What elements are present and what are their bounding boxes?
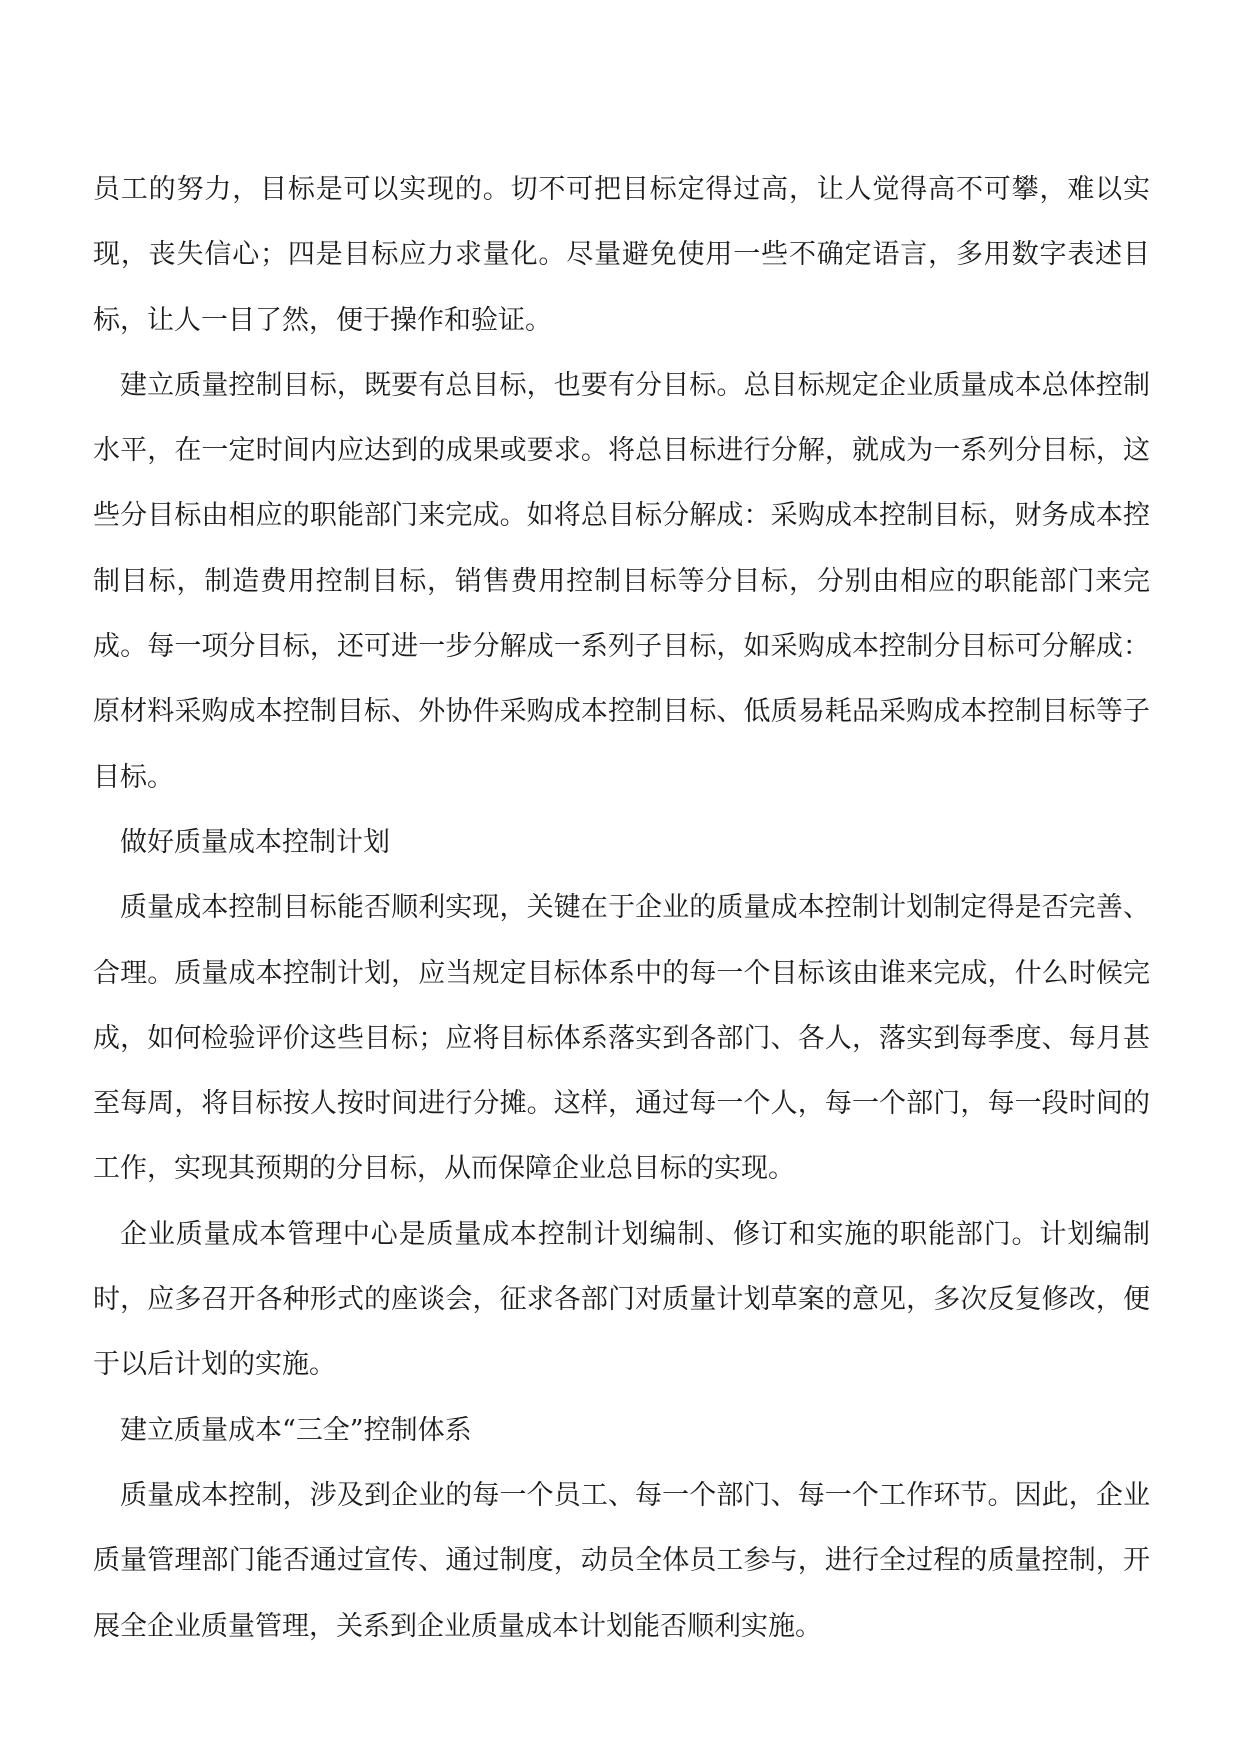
- paragraph-management-center: 企业质量成本管理中心是质量成本控制计划编制、修订和实施的职能部门。计划编制时，应多召开各种形式的座谈会，征求各部门对质量计划草案的意见，多次反复修改，便于以后计划的实施。: [93, 1218, 1150, 1381]
- paragraph-continued: 员工的努力，目标是可以实现的。切不可把目标定得过高，让人觉得高不可攀，难以实现，丧失信心；四是目标应力求量化。尽量避免使用一些不确定语言，多用数字表述目标，让人一目了然，便于操作和验证。: [93, 174, 1150, 336]
- paragraph-quality-targets: 建立质量控制目标，既要有总目标，也要有分目标。总目标规定企业质量成本总体控制水平，在一定时间内应达到的成果或要求。将总目标进行分解，就成为一系列分目标，这些分目标由相应的职能部门来完成。如将总目标分解成：采购成本控制目标，财务成本控制目标，制造费用控制目标，销售费用控制目标等分目标，分别由相应的职能部门来完成。每一项分目标，还可进一步分解成一系列子目标，如采购成本控制分目标可分解成：原材料采购成本控制目标、外协件采购成本控制目标、低质易耗品采购成本控制目标等子目标。: [93, 369, 1150, 793]
- section-heading-control-plan: 做好质量成本控制计划: [120, 826, 390, 858]
- paragraph-control-plan: 质量成本控制目标能否顺利实现，关键在于企业的质量成本控制计划制定得是否完善、合理。质量成本控制计划，应当规定目标体系中的每一个目标该由谁来完成，什么时候完成，如何检验评价这些目标；应将目标体系落实到各部门、各人，落实到每季度、每月甚至每周，将目标按人按时间进行分摊。这样，通过每一个人，每一个部门，每一段时间的工作，实现其预期的分目标，从而保障企业总目标的实现。: [93, 892, 1150, 1185]
- document-body: [93, 157, 1150, 1659]
- section-heading-three-full-system: 建立质量成本“三全”控制体系: [120, 1414, 472, 1446]
- paragraph-three-full-system: 质量成本控制，涉及到企业的每一个员工、每一个部门、每一个工作环节。因此，企业质量管理部门能否通过宣传、通过制度，动员全体员工参与，进行全过程的质量控制，开展全企业质量管理，关系到企业质量成本计划能否顺利实施。: [93, 1479, 1150, 1642]
